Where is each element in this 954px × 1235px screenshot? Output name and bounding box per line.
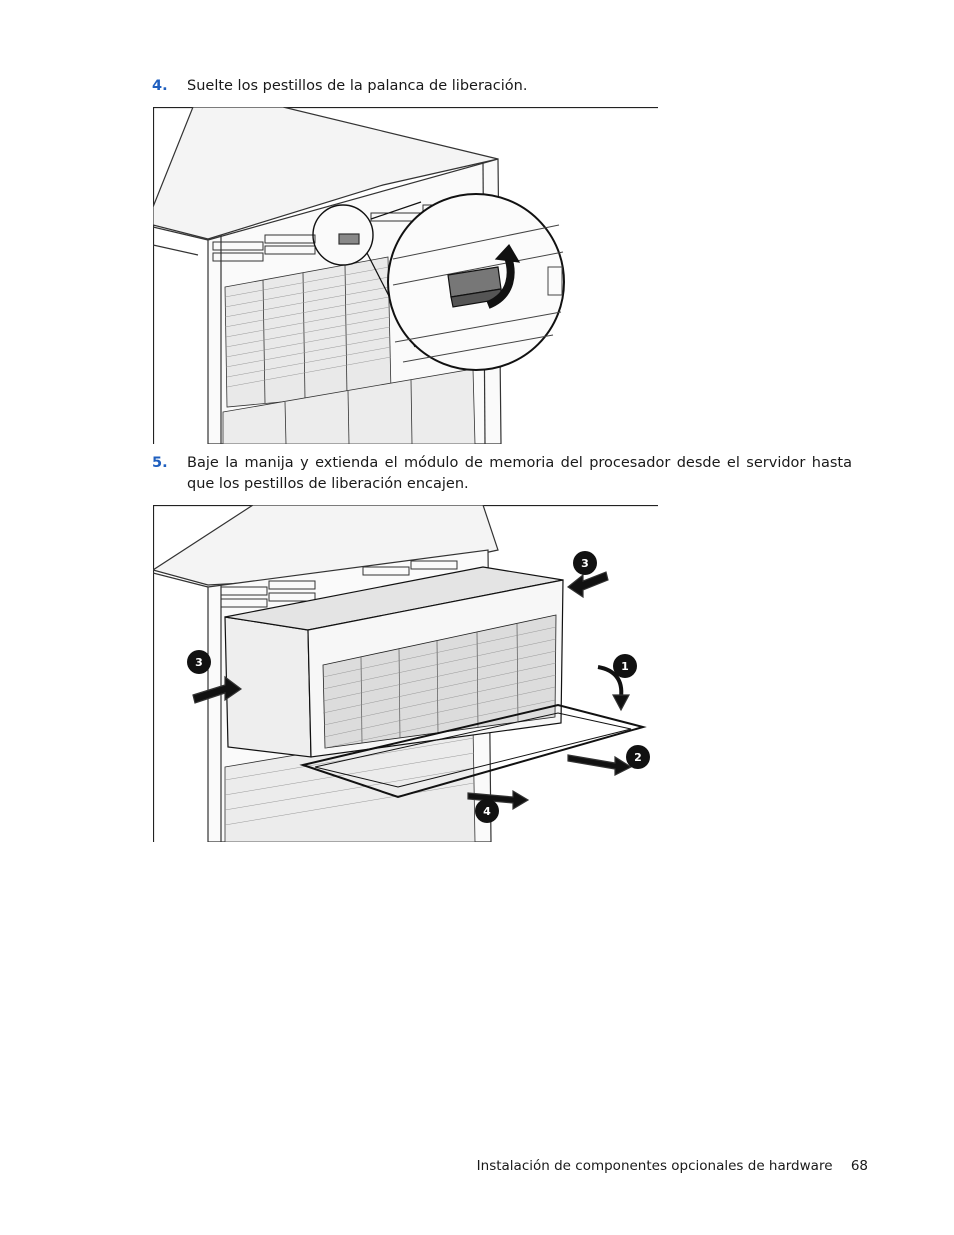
step-text: Suelte los pestillos de la palanca de liberación.	[187, 78, 528, 94]
callout-3-left-label: 3	[195, 656, 203, 669]
callout-2-label: 2	[634, 751, 642, 764]
page-number: 68	[850, 1158, 868, 1174]
callout-3-top-label: 3	[581, 557, 589, 570]
page-footer	[477, 1158, 868, 1174]
release-latch-illustration	[153, 107, 658, 444]
step-number: 4.	[152, 78, 168, 94]
callout-1-label: 1	[621, 660, 629, 673]
footer-title: Instalación de componentes opcionales de hardware	[476, 1158, 833, 1174]
step-number: 5.	[152, 455, 168, 471]
step-text: Baje la manija y extienda el módulo de memoria del procesador desde el servidor hasta que los pestillos de liberación encajen.	[187, 455, 852, 492]
callout-4-label: 4	[483, 805, 491, 818]
extend-memory-module-illustration	[153, 505, 658, 842]
